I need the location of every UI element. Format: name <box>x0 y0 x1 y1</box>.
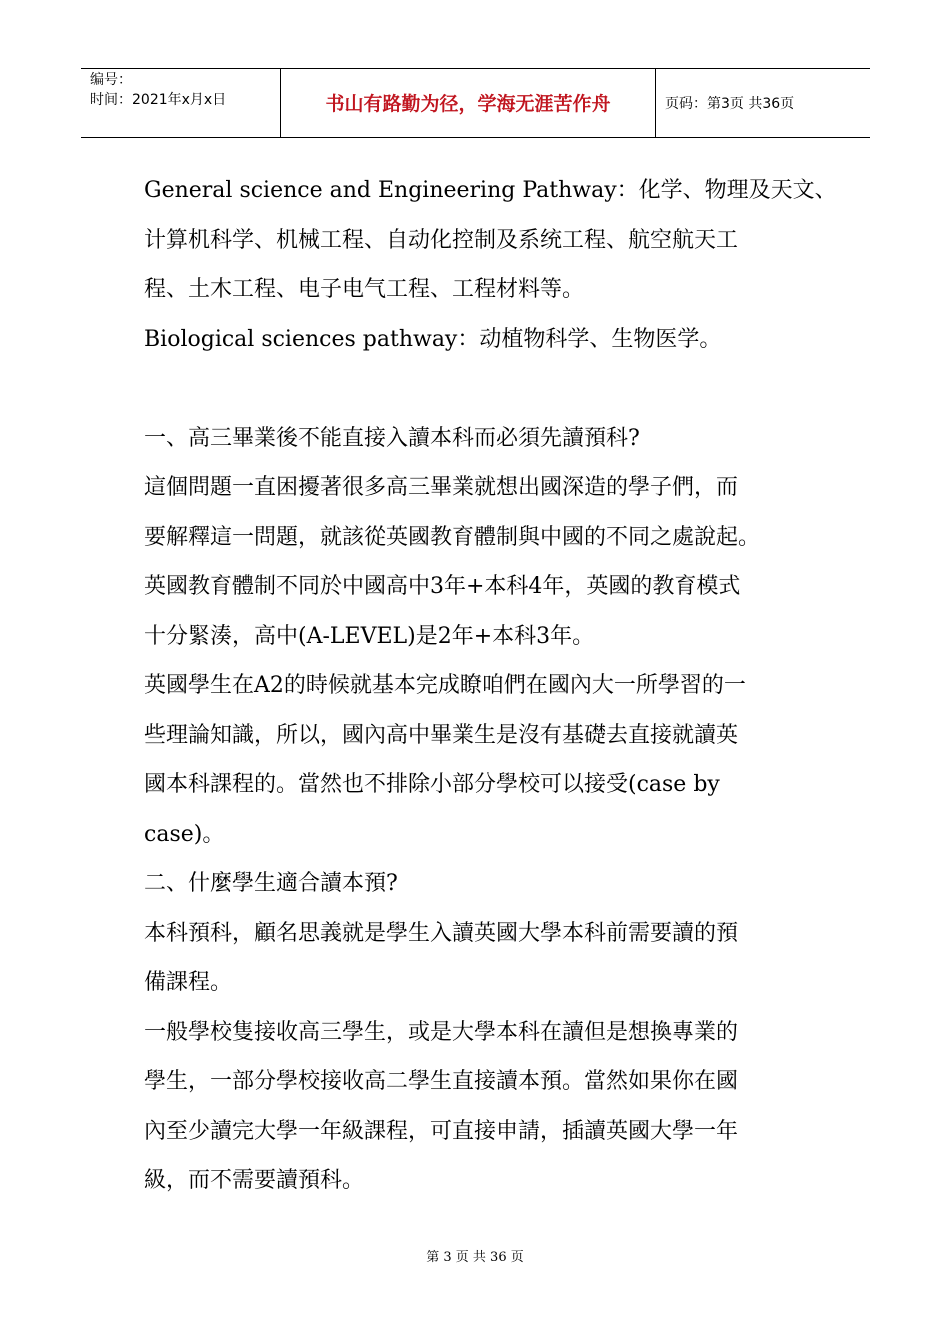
body-line: 计算机科学、机械工程、自动化控制及系统工程、航空航天工 <box>144 227 739 253</box>
document-header <box>81 68 870 138</box>
body-line: 國本科課程的。當然也不排除小部分學校可以接受(case by <box>144 772 720 797</box>
body-line: 本科預科，顧名思義就是學生入讀英國大學本科前需要讀的預 <box>144 920 739 946</box>
document-date-label: 时间：2021年x月x日 <box>90 92 227 108</box>
header-meta-cell <box>81 69 280 137</box>
section-heading-1: 一、高三畢業後不能直接入讀本科而必須先讀預科? <box>144 425 640 451</box>
section-heading-2: 二、什麼學生適合讀本預? <box>144 871 398 896</box>
header-page-info: 页码：第3页 共36页 <box>665 96 795 112</box>
body-line: 級，而不需要讀預科。 <box>144 1168 365 1193</box>
body-line: 英國學生在A2的時候就基本完成瞭咱們在國內大一所學習的一 <box>144 673 746 698</box>
body-line: 一般學校隻接收高三學生，或是大學本科在讀但是想換專業的 <box>144 1019 739 1045</box>
body-line: 要解釋這一問題，就該從英國教育體制與中國的不同之處說起。 <box>144 524 761 550</box>
body-line: 英國教育體制不同於中國高中3年+本科4年，英國的教育模式 <box>144 574 741 599</box>
body-line: case)。 <box>144 821 225 847</box>
body-line: 備課程。 <box>144 970 233 995</box>
body-line: 十分緊湊，高中(A-LEVEL)是2年+本科3年。 <box>144 623 595 649</box>
body-line: 內至少讀完大學一年級課程，可直接申請，插讀英國大學一年 <box>144 1118 739 1144</box>
body-line: 些理論知識，所以，國內高中畢業生是沒有基礎去直接就讀英 <box>144 722 739 748</box>
body-line: 這個問題一直困擾著很多高三畢業就想出國深造的學子們，而 <box>144 475 739 500</box>
body-line: Biological sciences pathway：动植物科学、生物医学。 <box>144 326 722 352</box>
document-body <box>144 166 837 1206</box>
document-number-label: 编号： <box>90 72 132 88</box>
header-motto-cell <box>280 69 656 137</box>
body-line: General science and Engineering Pathway：化学、物理及天文、 <box>144 178 837 203</box>
body-line: 學生，一部分學校接收高二學生直接讀本預。當然如果你在國 <box>144 1069 739 1094</box>
header-page-cell <box>655 69 870 137</box>
blank-line <box>144 364 824 414</box>
header-motto: 书山有路勤为径，学海无涯苦作舟 <box>325 93 611 115</box>
body-line: 程、土木工程、电子电气工程、工程材料等。 <box>144 277 585 302</box>
page-footer: 第 3 页 共 36 页 <box>426 1250 524 1265</box>
